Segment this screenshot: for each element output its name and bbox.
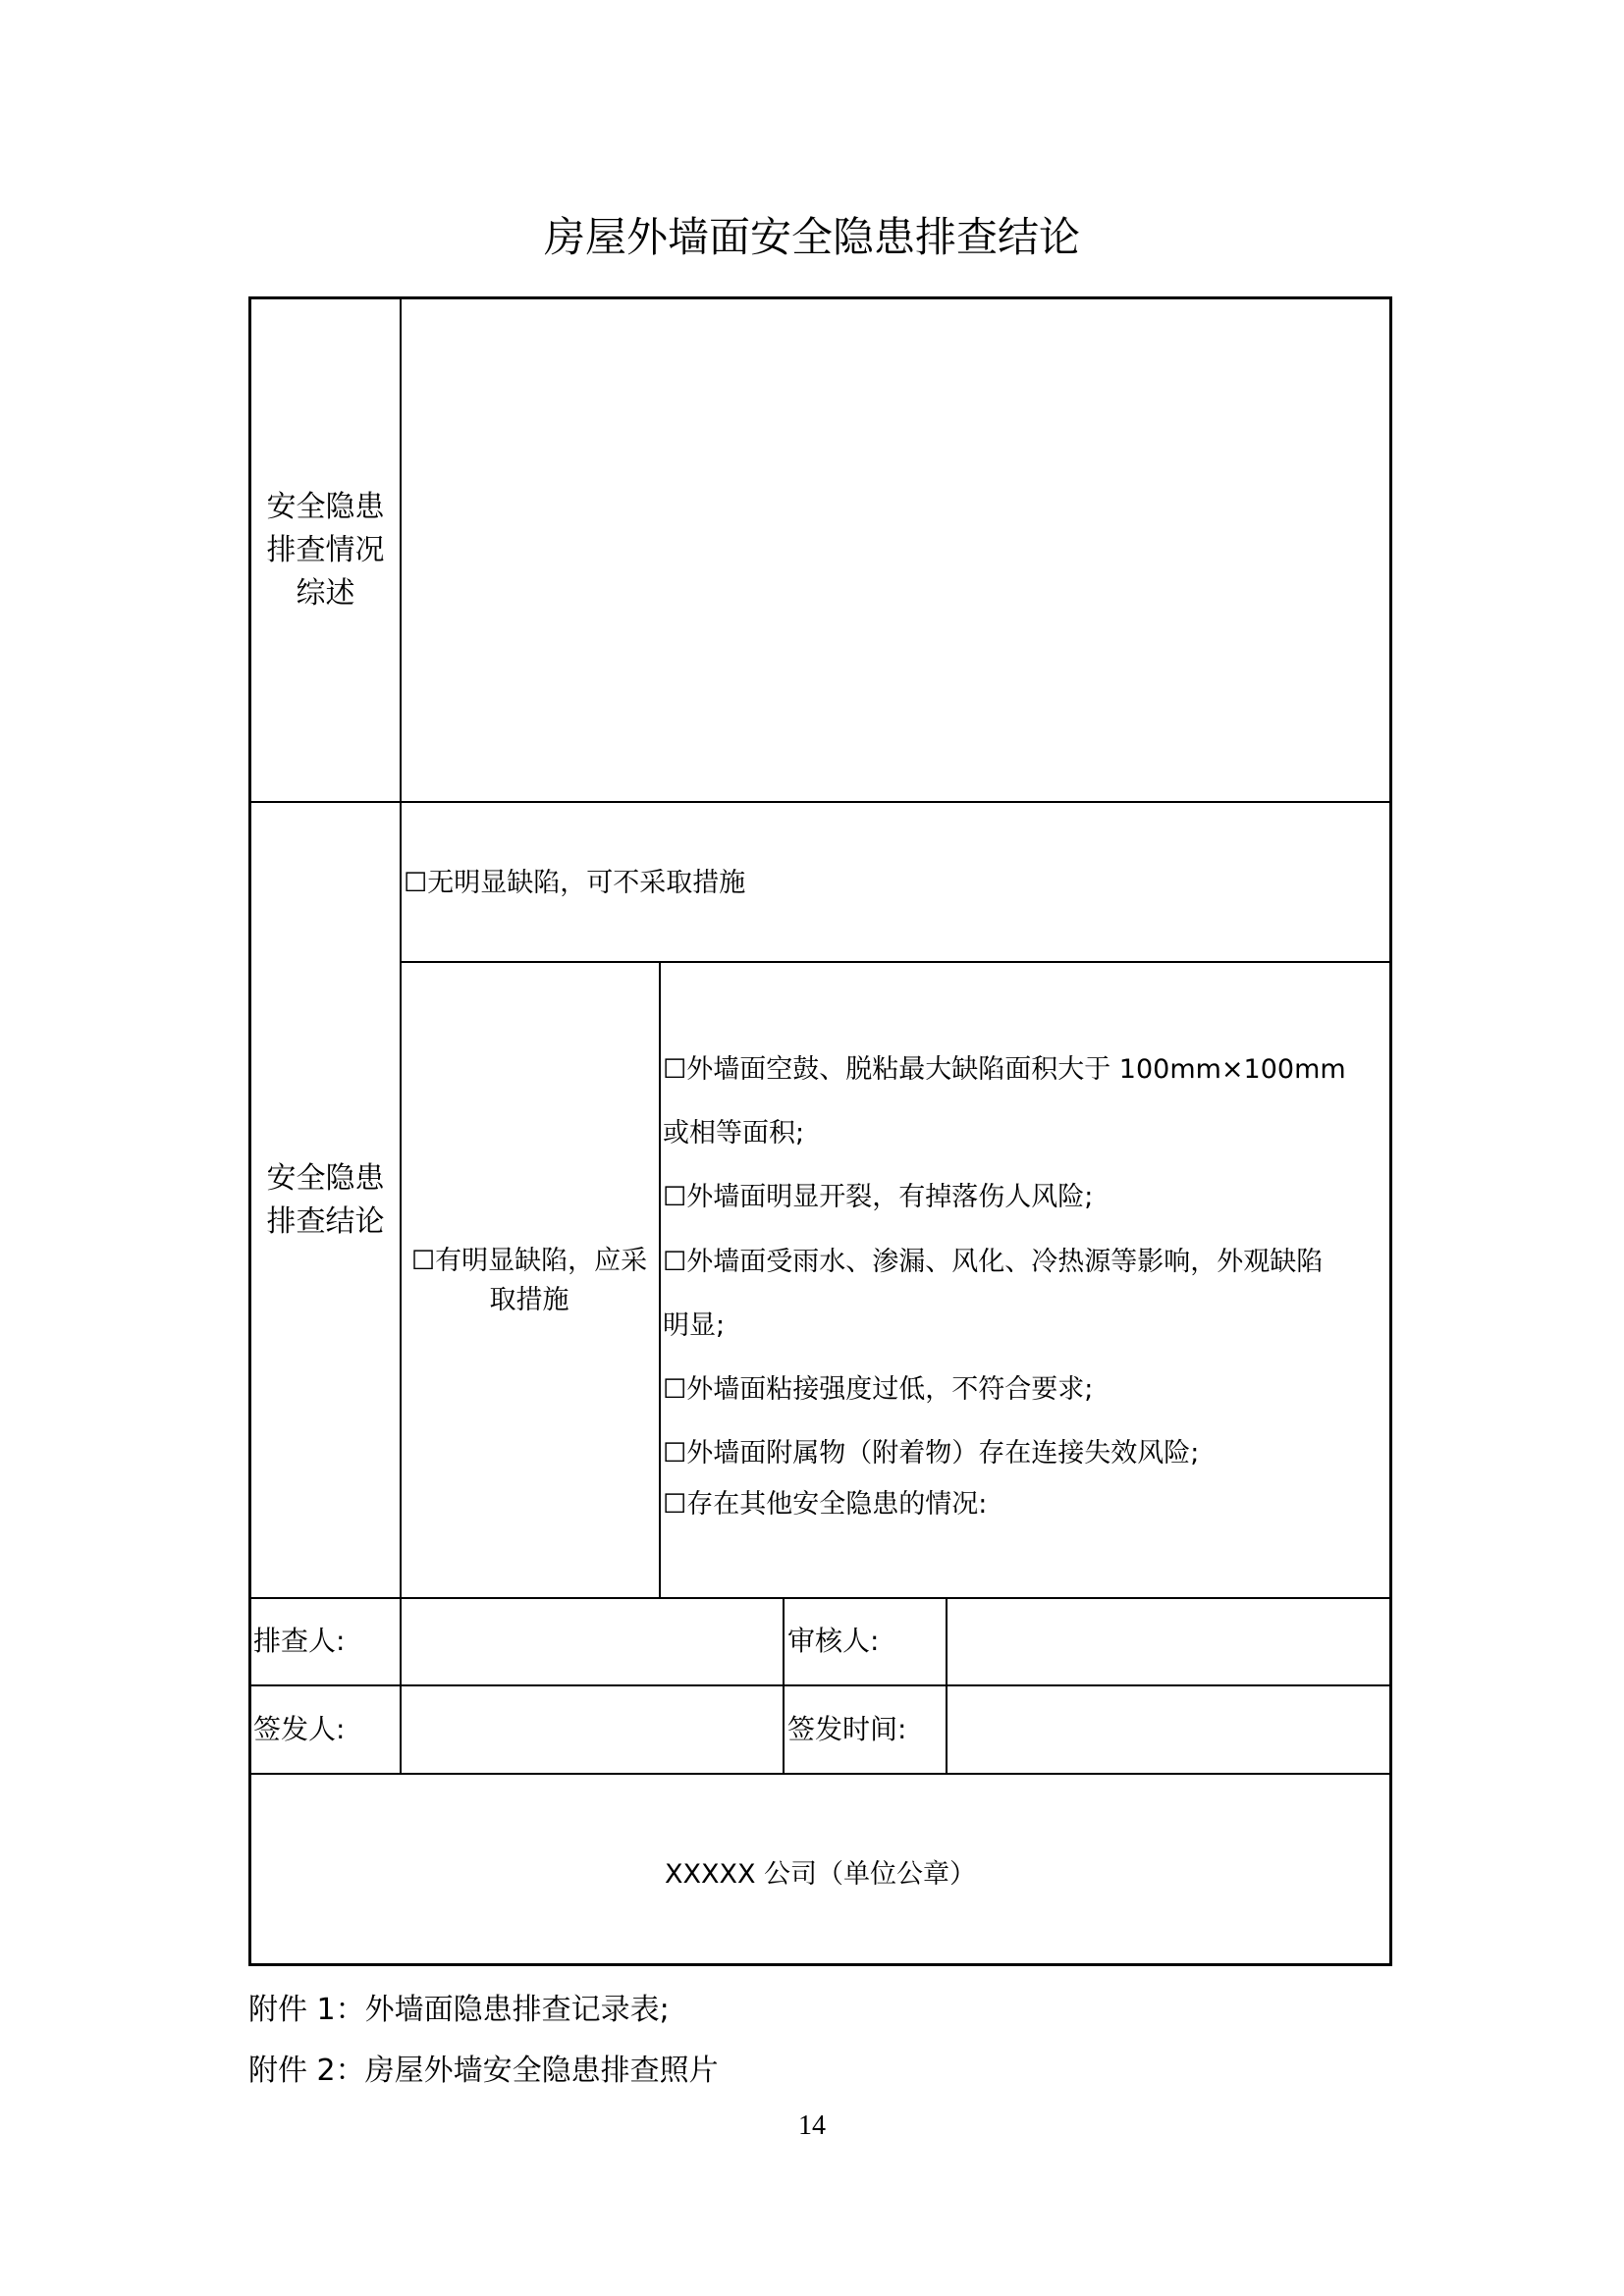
page-number: 14: [798, 2110, 826, 2141]
row-divider-inspector: [248, 1684, 1392, 1686]
defect-item-cracking[interactable]: ☐外墙面明显开裂，有掉落伤人风险;: [663, 1182, 1094, 1212]
row-divider-conclusion: [248, 1597, 1392, 1599]
col-divider-signature-right: [946, 1597, 947, 1773]
defect-item-hollowing-cont: 或相等面积;: [663, 1118, 805, 1148]
issuer-label: 签发人:: [253, 1713, 346, 1745]
row-divider-issuer: [248, 1773, 1392, 1775]
attachment-1: 附件 1：外墙面隐患排查记录表;: [248, 1993, 670, 2027]
issue-time-label: 签发时间:: [787, 1713, 907, 1745]
row-divider-no-defect: [401, 961, 1392, 963]
defect-item-attachments[interactable]: ☐外墙面附属物（附着物）存在连接失效风险;: [663, 1438, 1200, 1468]
col-divider-label: [400, 296, 402, 1773]
conclusion-label-line: 排查结论: [266, 1203, 385, 1239]
summary-label-line: 安全隐患: [266, 489, 385, 524]
defect-item-bond-strength[interactable]: ☐外墙面粘接强度过低，不符合要求;: [663, 1374, 1094, 1405]
option-defect-present[interactable]: ☐有明显缺陷，应采取措施: [410, 1246, 648, 1315]
reviewer-label: 审核人:: [787, 1625, 880, 1657]
row-divider-summary: [248, 801, 1392, 803]
summary-label-line: 综述: [296, 575, 355, 611]
defect-item-hollowing[interactable]: ☐外墙面空鼓、脱粘最大缺陷面积大于 100mm×100mm: [663, 1054, 1346, 1085]
company-seal-text: XXXXX 公司（单位公章）: [664, 1859, 977, 1890]
defect-item-weathering[interactable]: ☐外墙面受雨水、渗漏、风化、冷热源等影响，外观缺陷: [663, 1247, 1324, 1277]
summary-label-cell: [251, 299, 400, 801]
page-title: 房屋外墙面安全隐患排查结论: [543, 213, 1080, 261]
conclusion-label-line: 安全隐患: [266, 1160, 385, 1196]
attachment-2: 附件 2：房屋外墙安全隐患排查照片: [248, 2054, 719, 2088]
col-divider-signature-mid: [783, 1597, 785, 1773]
option-no-defect[interactable]: ☐无明显缺陷，可不采取措施: [404, 868, 746, 898]
col-divider-defect: [659, 961, 661, 1597]
conclusion-label-cell: [251, 803, 400, 1597]
summary-label-line: 排查情况: [266, 532, 385, 567]
inspector-label: 排查人:: [253, 1625, 346, 1657]
defect-item-other[interactable]: ☐存在其他安全隐患的情况:: [663, 1489, 988, 1520]
defect-item-weathering-cont: 明显;: [663, 1310, 726, 1341]
